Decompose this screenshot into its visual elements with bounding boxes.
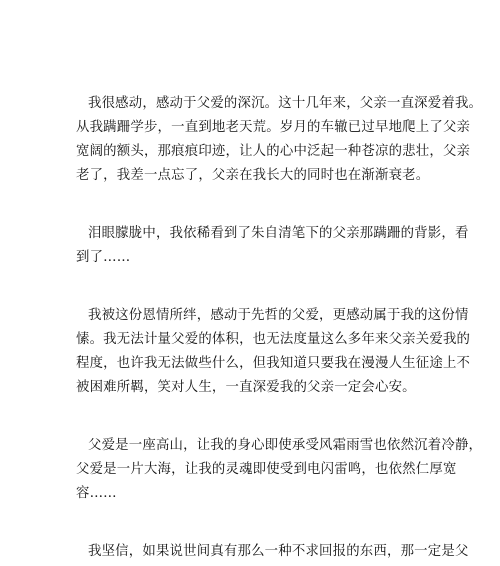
- paragraph-line: 宽阔的额头，那痕痕印迹，让人的心中泛起一种苍凉的悲壮，父亲: [76, 144, 471, 159]
- paragraph-5: [76, 540, 469, 564]
- paragraph-line: 容……: [76, 486, 117, 501]
- paragraph-line: 到了……: [76, 250, 131, 265]
- paragraph-line: 从我蹒跚学步，一直到地老天荒。岁月的车辙已过早地爬上了父亲: [76, 120, 471, 135]
- text-column: [76, 92, 483, 566]
- paragraph-1: [76, 92, 483, 188]
- paragraph-4: [76, 434, 483, 506]
- paragraph-line: 愫。我无法计量父爱的体积，也无法度量这么多年来父亲关爱我的: [76, 332, 471, 347]
- paragraph-line: 泪眼朦胧中，我依稀看到了朱自清笔下的父亲那蹒跚的背影，看: [88, 226, 469, 241]
- paragraph-line: 我很感动，感动于父爱的深沉。这十几年来，父亲一直深爱着我。: [88, 96, 483, 111]
- paragraph-2: [76, 222, 469, 270]
- paragraph-line: 父爱是一座高山，让我的身心即使承受风霜雨雪也依然沉着冷静，: [88, 438, 483, 453]
- paragraph-line: 程度，也许我无法做些什么，但我知道只要我在漫漫人生征途上不: [76, 356, 471, 371]
- paragraph-line: 被困难所羁，笑对人生，一直深爱我的父亲一定会心安。: [76, 380, 416, 395]
- paragraph-line: 我坚信，如果说世间真有那么一种不求回报的东西，那一定是父: [88, 544, 469, 559]
- paragraph-line: 我被这份恩情所绊，感动于先哲的父爱，更感动属于我的这份情: [88, 308, 469, 323]
- paragraph-3: [76, 304, 471, 400]
- paragraph-line: 老了，我差一点忘了，父亲在我长大的同时也在渐渐衰老。: [76, 168, 430, 183]
- paragraph-line: 父爱是一片大海，让我的灵魂即使受到电闪雷鸣，也依然仁厚宽: [76, 462, 457, 477]
